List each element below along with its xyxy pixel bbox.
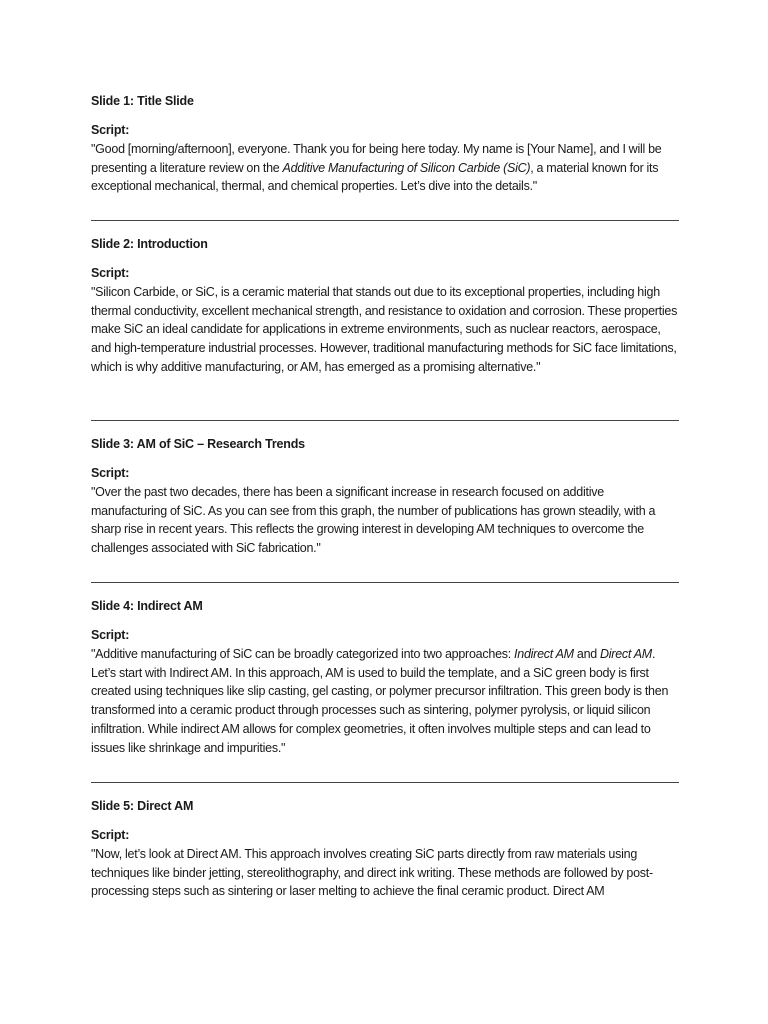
script-label: Script: [91, 828, 130, 842]
script-label: Script: [91, 266, 130, 280]
script-paragraph [91, 845, 679, 901]
section-divider [91, 782, 679, 783]
script-label: Script: [91, 628, 130, 642]
slide-section-4 [91, 597, 679, 757]
script-text-italic: Direct AM [600, 647, 652, 661]
slide-section-1 [91, 92, 679, 196]
slide-heading: Slide 3: AM of SiC – Research Trends [91, 437, 305, 451]
script-text: . Let’s start with Indirect AM. In this approach, AM is used to build the template, and a SiC green body is first created using techniques like slip casting, gel casting, or polymer precursor infiltration. This green body is then transformed into a ceramic product through processes such as sintering, polymer pyrolysis, or liquid silicon infiltration. While indirect AM allows for complex geometries, it often involves multiple steps and can lead to issues like shrinkage and impurities." [91, 647, 669, 755]
script-paragraph [91, 140, 679, 196]
script-text: "Now, let’s look at Direct AM. This approach involves creating SiC parts directly from raw materials using techniques like binder jetting, stereolithography, and direct ink writing. These methods are followed by post-processing steps such as sintering or laser melting to achieve the final ceramic product. Direct AM [91, 847, 653, 899]
script-text-italic: Additive Manufacturing of Silicon Carbide (SiC) [282, 160, 531, 175]
slide-heading: Slide 4: Indirect AM [91, 599, 203, 613]
script-paragraph [91, 645, 679, 757]
script-paragraph [91, 283, 679, 377]
section-divider [91, 582, 679, 583]
script-paragraph [91, 483, 679, 558]
script-text: , a material known for its exceptional mechanical, thermal, and chemical properties. Let’s dive into the details." [91, 160, 659, 194]
script-label: Script: [91, 123, 130, 137]
slide-heading: Slide 2: Introduction [91, 237, 208, 251]
script-text: "Silicon Carbide, or SiC, is a ceramic material that stands out due to its exceptional properties, including high thermal conductivity, excellent mechanical strength, and resistance to oxidation and corrosion. These properties make SiC an ideal candidate for applications in extreme environments, such as nuclear reactors, aerospace, and high-temperature industrial processes. However, traditional manufacturing methods for SiC face limitations, which is why additive manufacturing, or AM, has emerged as a promising alternative." [91, 285, 678, 374]
section-divider [91, 220, 679, 221]
script-text-italic: Indirect AM [514, 647, 574, 661]
script-text: "Additive manufacturing of SiC can be broadly categorized into two approaches: [91, 647, 515, 661]
script-text: and [573, 647, 600, 661]
slide-section-2 [91, 235, 679, 377]
slide-section-5 [91, 797, 679, 901]
script-text: "Good [morning/afternoon], everyone. Thank you for being here today. My name is [Your Name], and I will be presenting a literature review on the [91, 142, 662, 175]
slide-section-3 [91, 435, 679, 558]
section-divider [91, 420, 679, 421]
script-text: "Over the past two decades, there has been a significant increase in research focused on additive manufacturing of SiC. As you can see from this graph, the number of publications has grown steadily, with a sharp rise in recent years. This reflects the growing interest in developing AM techniques to overcome the challenges associated with SiC fabrication." [91, 485, 656, 556]
script-label: Script: [91, 466, 130, 480]
slide-heading: Slide 1: Title Slide [91, 94, 194, 108]
slide-heading: Slide 5: Direct AM [91, 799, 194, 813]
